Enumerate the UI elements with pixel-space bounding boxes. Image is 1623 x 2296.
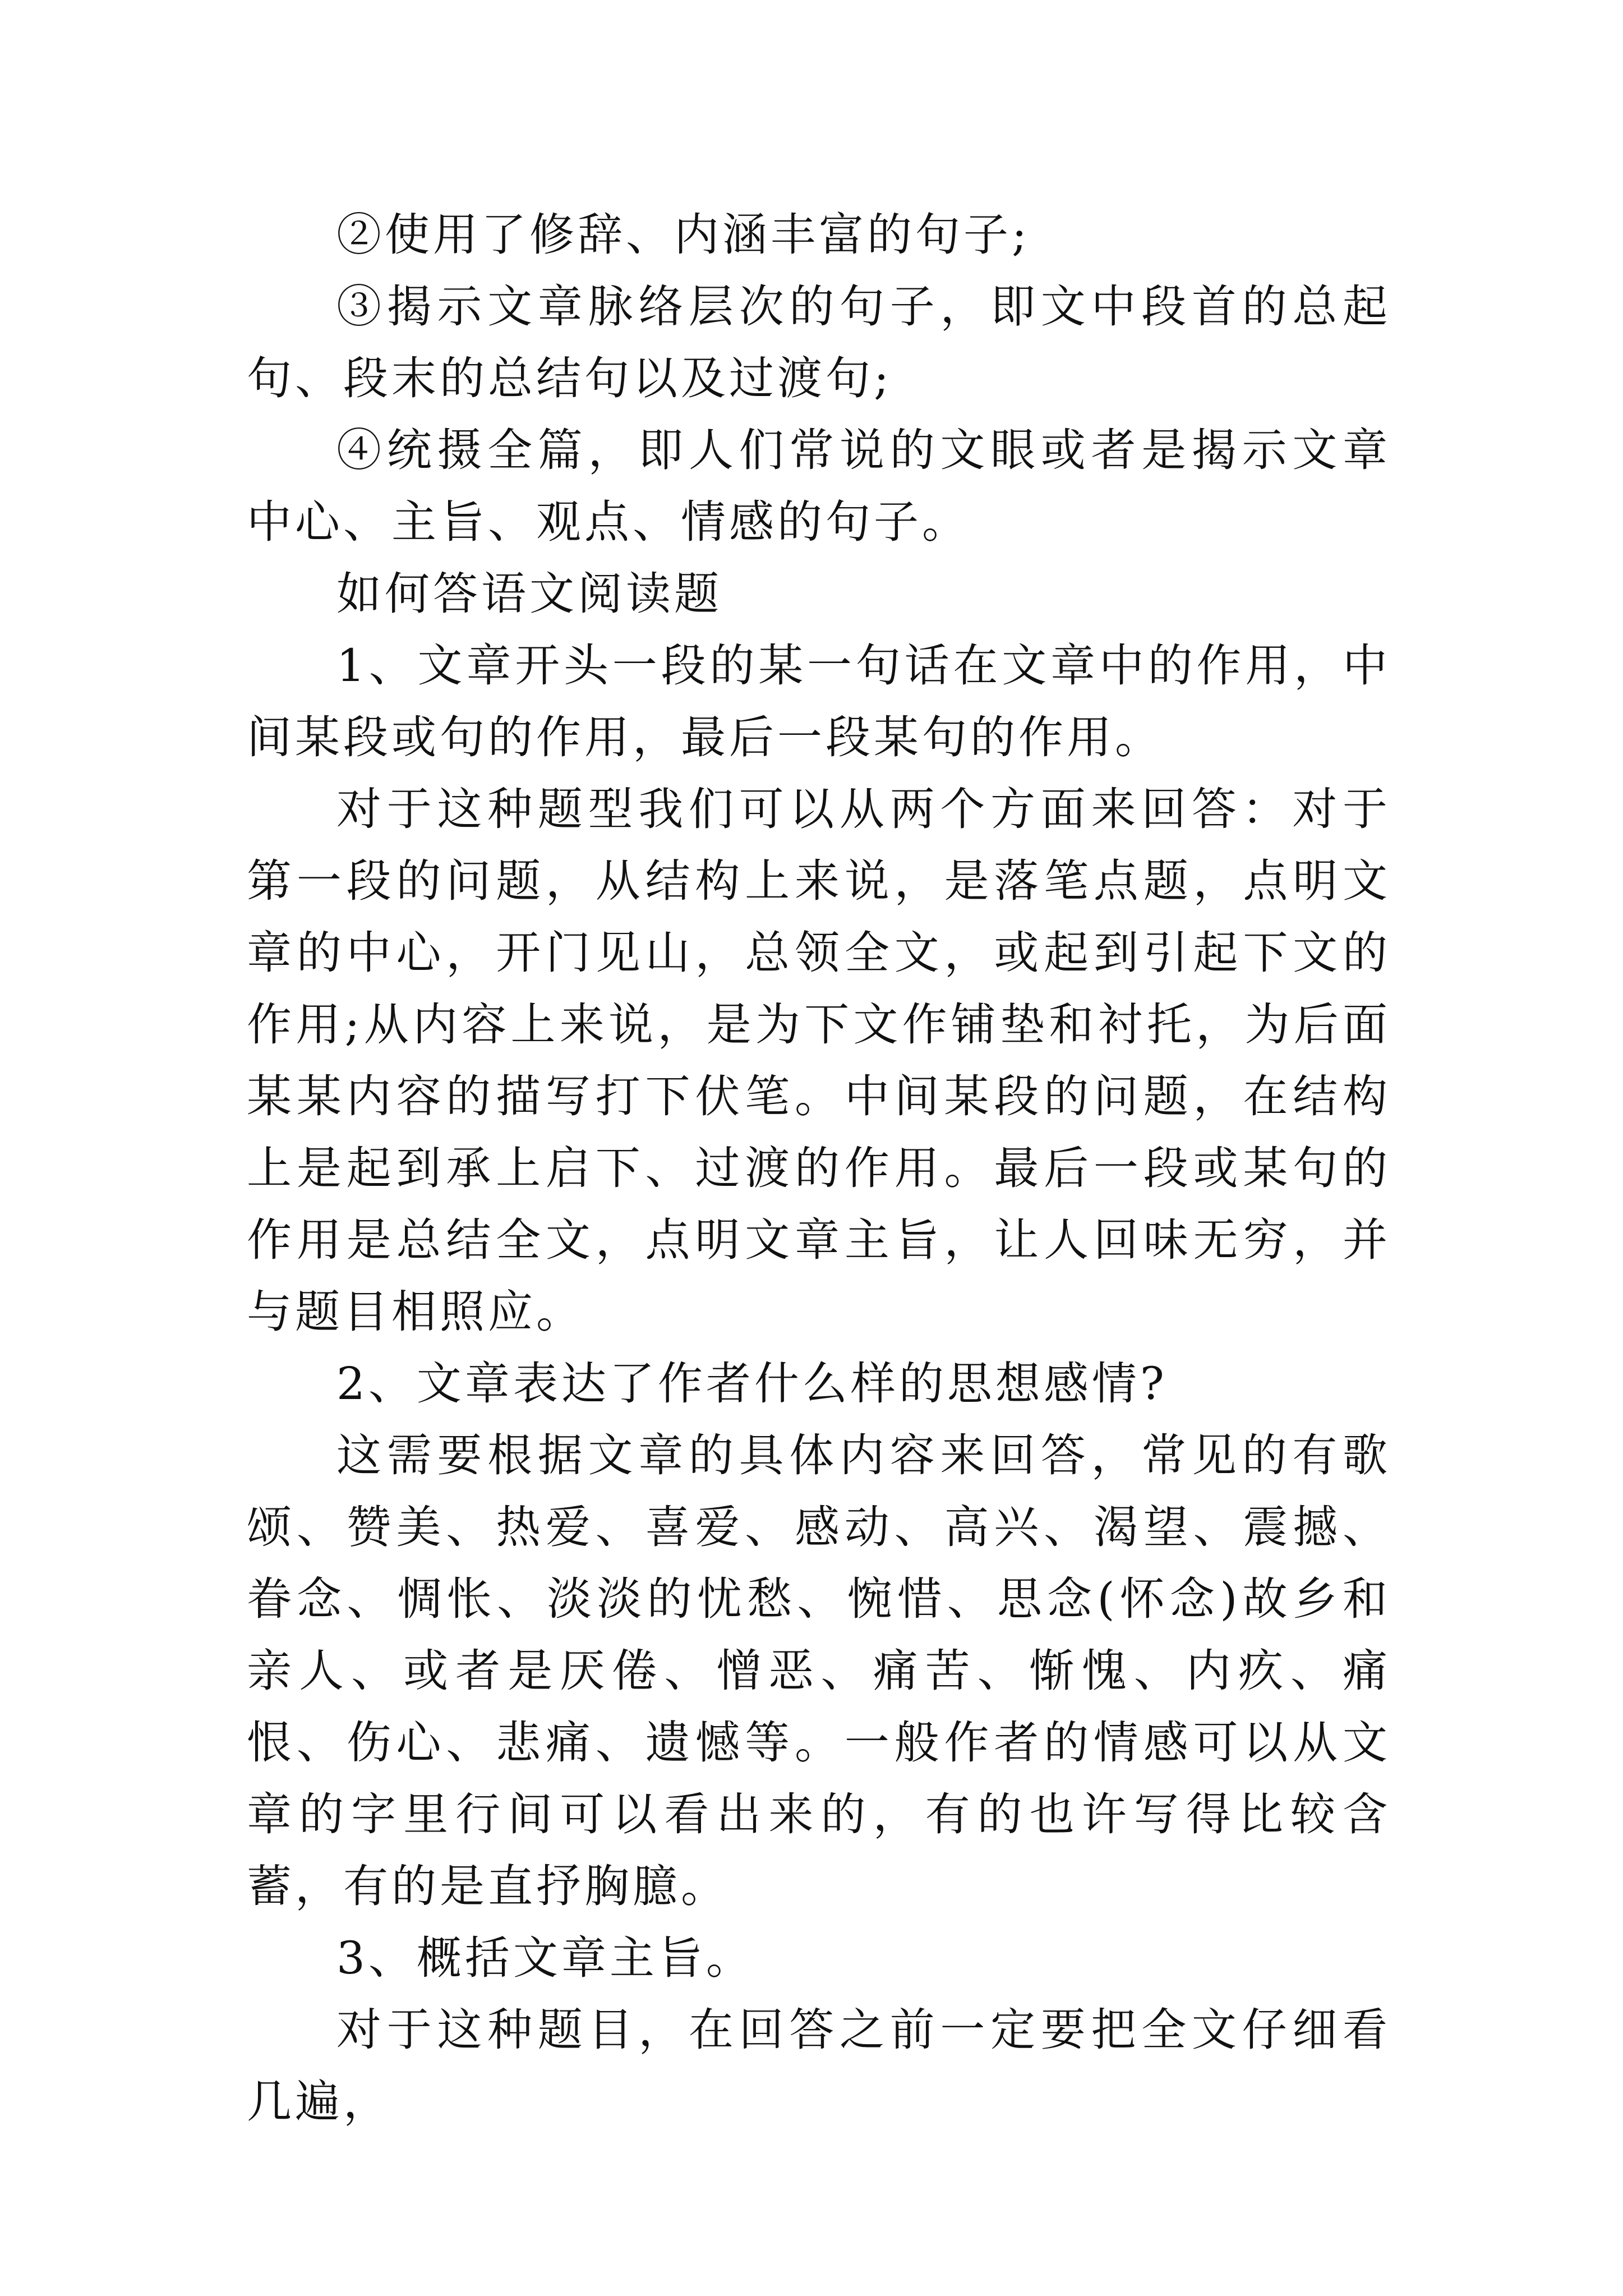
question-2: 2、文章表达了作者什么样的思想感情? (336, 1358, 1168, 1410)
section-heading: 如何答语文阅读题 (336, 568, 722, 620)
answer-3: 对于这种题目，在回答之前一定要把全文仔细看几遍， (247, 2004, 1391, 2128)
answer-1: 对于这种题型我们可以从两个方面来回答：对于第一段的问题，从结构上来说，是落笔点题，点明文章的中心，开门见山，总领全文，或起到引起下文的作用;从内容上来说，是为下文作铺垫和衬托，为后面某某内容的描写打下伏笔。中间某段的问题，在结构上是起到承上启下、过渡的作用。最后一段或某句的作用是总结全文，点明文章主旨，让人回味无穷，并与题目相照应。 (247, 783, 1391, 1338)
question-3: 3、概括文章主旨。 (336, 1932, 754, 1984)
question-1: 1、文章开头一段的某一句话在文章中的作用，中间某段或句的作用，最后一段某句的作用。 (247, 639, 1391, 763)
answer-2: 这需要根据文章的具体内容来回答，常见的有歌颂、赞美、热爱、喜爱、感动、高兴、渴望、震撼、眷念、惆怅、淡淡的忧愁、惋惜、思念(怀念)故乡和亲人、或者是厌倦、憎恶、痛苦、惭愧、内疚、痛恨、伤心、悲痛、遗憾等。一般作者的情感可以从文章的字里行间可以看出来的，有的也许写得比较含蓄，有的是直抒胸臆。 (247, 1429, 1391, 1912)
paragraph-structure-sentences: ③揭示文章脉络层次的句子，即文中段首的总起句、段末的总结句以及过渡句; (247, 280, 1391, 404)
paragraph-theme-sentences: ④统摄全篇，即人们常说的文眼或者是揭示文章中心、主旨、观点、情感的句子。 (247, 424, 1391, 548)
paragraph-rhetoric-sentences: ②使用了修辞、内涵丰富的句子; (336, 209, 1030, 261)
document-body (247, 199, 1391, 2138)
